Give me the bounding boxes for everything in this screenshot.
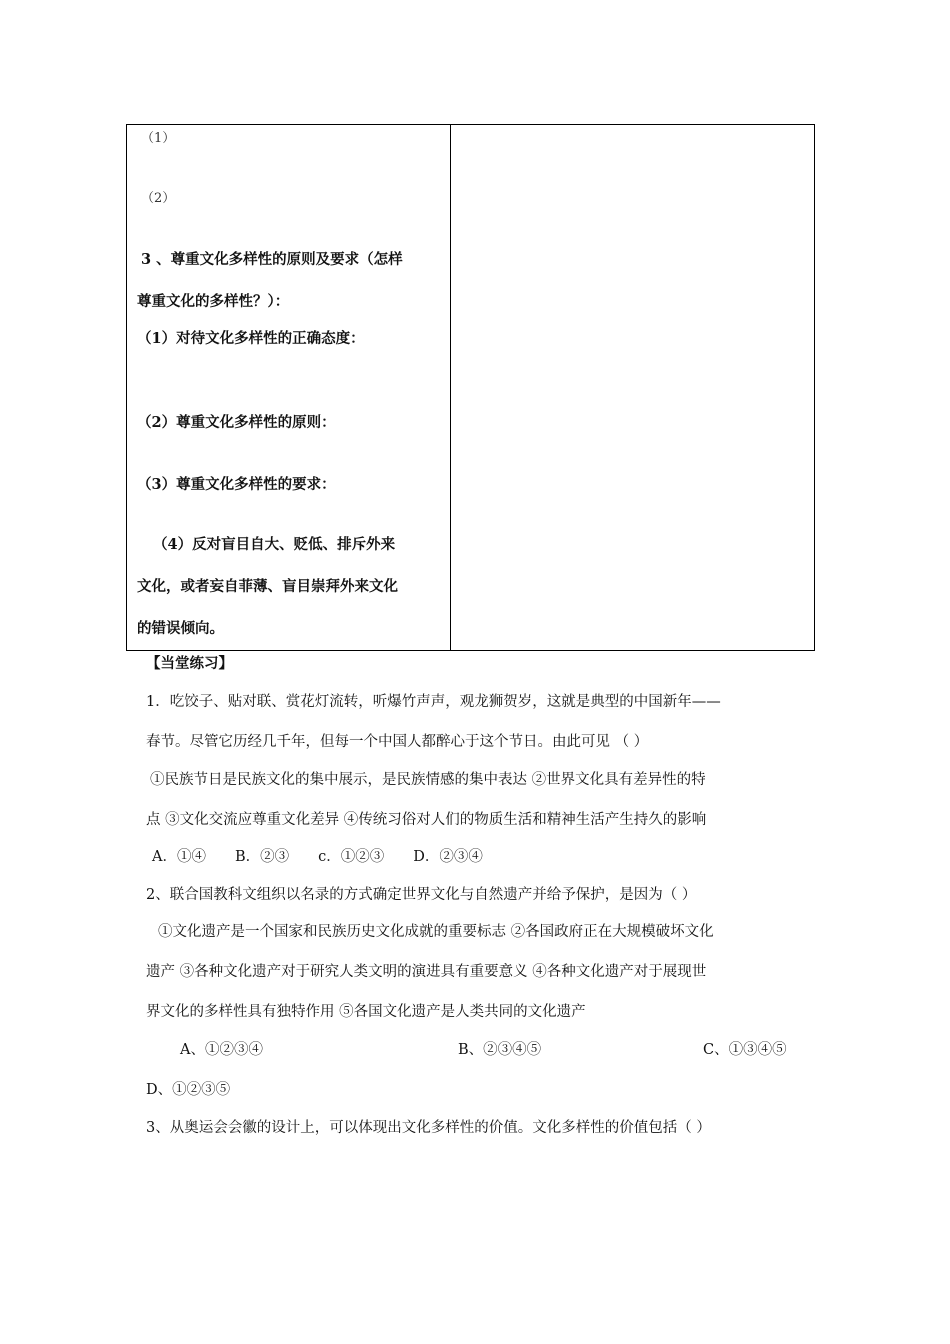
q2-line2: ①文化遗产是一个国家和民族历史文化成就的重要标志 ②各国政府正在大规模破坏文化 bbox=[158, 924, 714, 940]
requirement-label: （3）尊重文化多样性的要求： bbox=[137, 476, 336, 493]
attitude-label: （1）对待文化多样性的正确态度： bbox=[137, 330, 365, 347]
q2-option-d: D、①②③⑤ bbox=[146, 1082, 231, 1098]
q1-options: A．①④ B．②③ c．①②③ D．②③④ bbox=[152, 849, 483, 865]
q2-option-c: C、①③④⑤ bbox=[703, 1042, 787, 1058]
table-left-cell bbox=[127, 125, 450, 650]
principle-label: （2）尊重文化多样性的原则： bbox=[137, 414, 336, 431]
table-right-cell bbox=[451, 125, 814, 650]
oppose-line3: 的错误倾向。 bbox=[137, 620, 224, 637]
q1-line4: 点 ③文化交流应尊重文化差异 ④传统习俗对人们的物质生活和精神生活产生持久的影响 bbox=[146, 812, 707, 828]
q1-line3: ①民族节日是民族文化的集中展示，是民族情感的集中表达 ②世界文化具有差异性的特 bbox=[150, 772, 706, 788]
q2-line3: 遗产 ③各种文化遗产对于研究人类文明的演进具有重要意义 ④各种文化遗产对于展现世 bbox=[146, 964, 707, 980]
q3-line1: 3、从奥运会会徽的设计上，可以体现出文化多样性的价值。文化多样性的价值包括（ ） bbox=[146, 1120, 711, 1136]
item-1-label: （1） bbox=[141, 131, 176, 146]
q1-line2: 春节。尽管它历经几千年，但每一个中国人都醉心于这个节日。由此可见 （ ） bbox=[146, 734, 649, 750]
section-3-heading-line1: 3 、尊重文化多样性的原则及要求（怎样 bbox=[141, 251, 403, 268]
notes-table bbox=[126, 124, 815, 651]
q2-option-b: B、②③④⑤ bbox=[458, 1042, 542, 1058]
oppose-line1: （4）反对盲目自大、贬低、排斥外来 bbox=[153, 536, 396, 553]
q2-line1: 2、联合国教科文组织以名录的方式确定世界文化与自然遗产并给予保护，是因为（ ） bbox=[146, 887, 697, 903]
section-3-heading-line2: 尊重文化的多样性？）： bbox=[137, 293, 290, 310]
item-2-label: （2） bbox=[141, 191, 176, 206]
q1-line1: 1．吃饺子、贴对联、赏花灯流转，听爆竹声声，观龙狮贺岁，这就是典型的中国新年—— bbox=[146, 694, 721, 710]
oppose-line2: 文化，或者妄自菲薄、盲目崇拜外来文化 bbox=[137, 578, 398, 595]
q2-option-a: A、①②③④ bbox=[180, 1042, 263, 1058]
practice-heading: 【当堂练习】 bbox=[146, 655, 233, 672]
q2-line4: 界文化的多样性具有独特作用 ⑤各国文化遗产是人类共同的文化遗产 bbox=[146, 1004, 586, 1020]
